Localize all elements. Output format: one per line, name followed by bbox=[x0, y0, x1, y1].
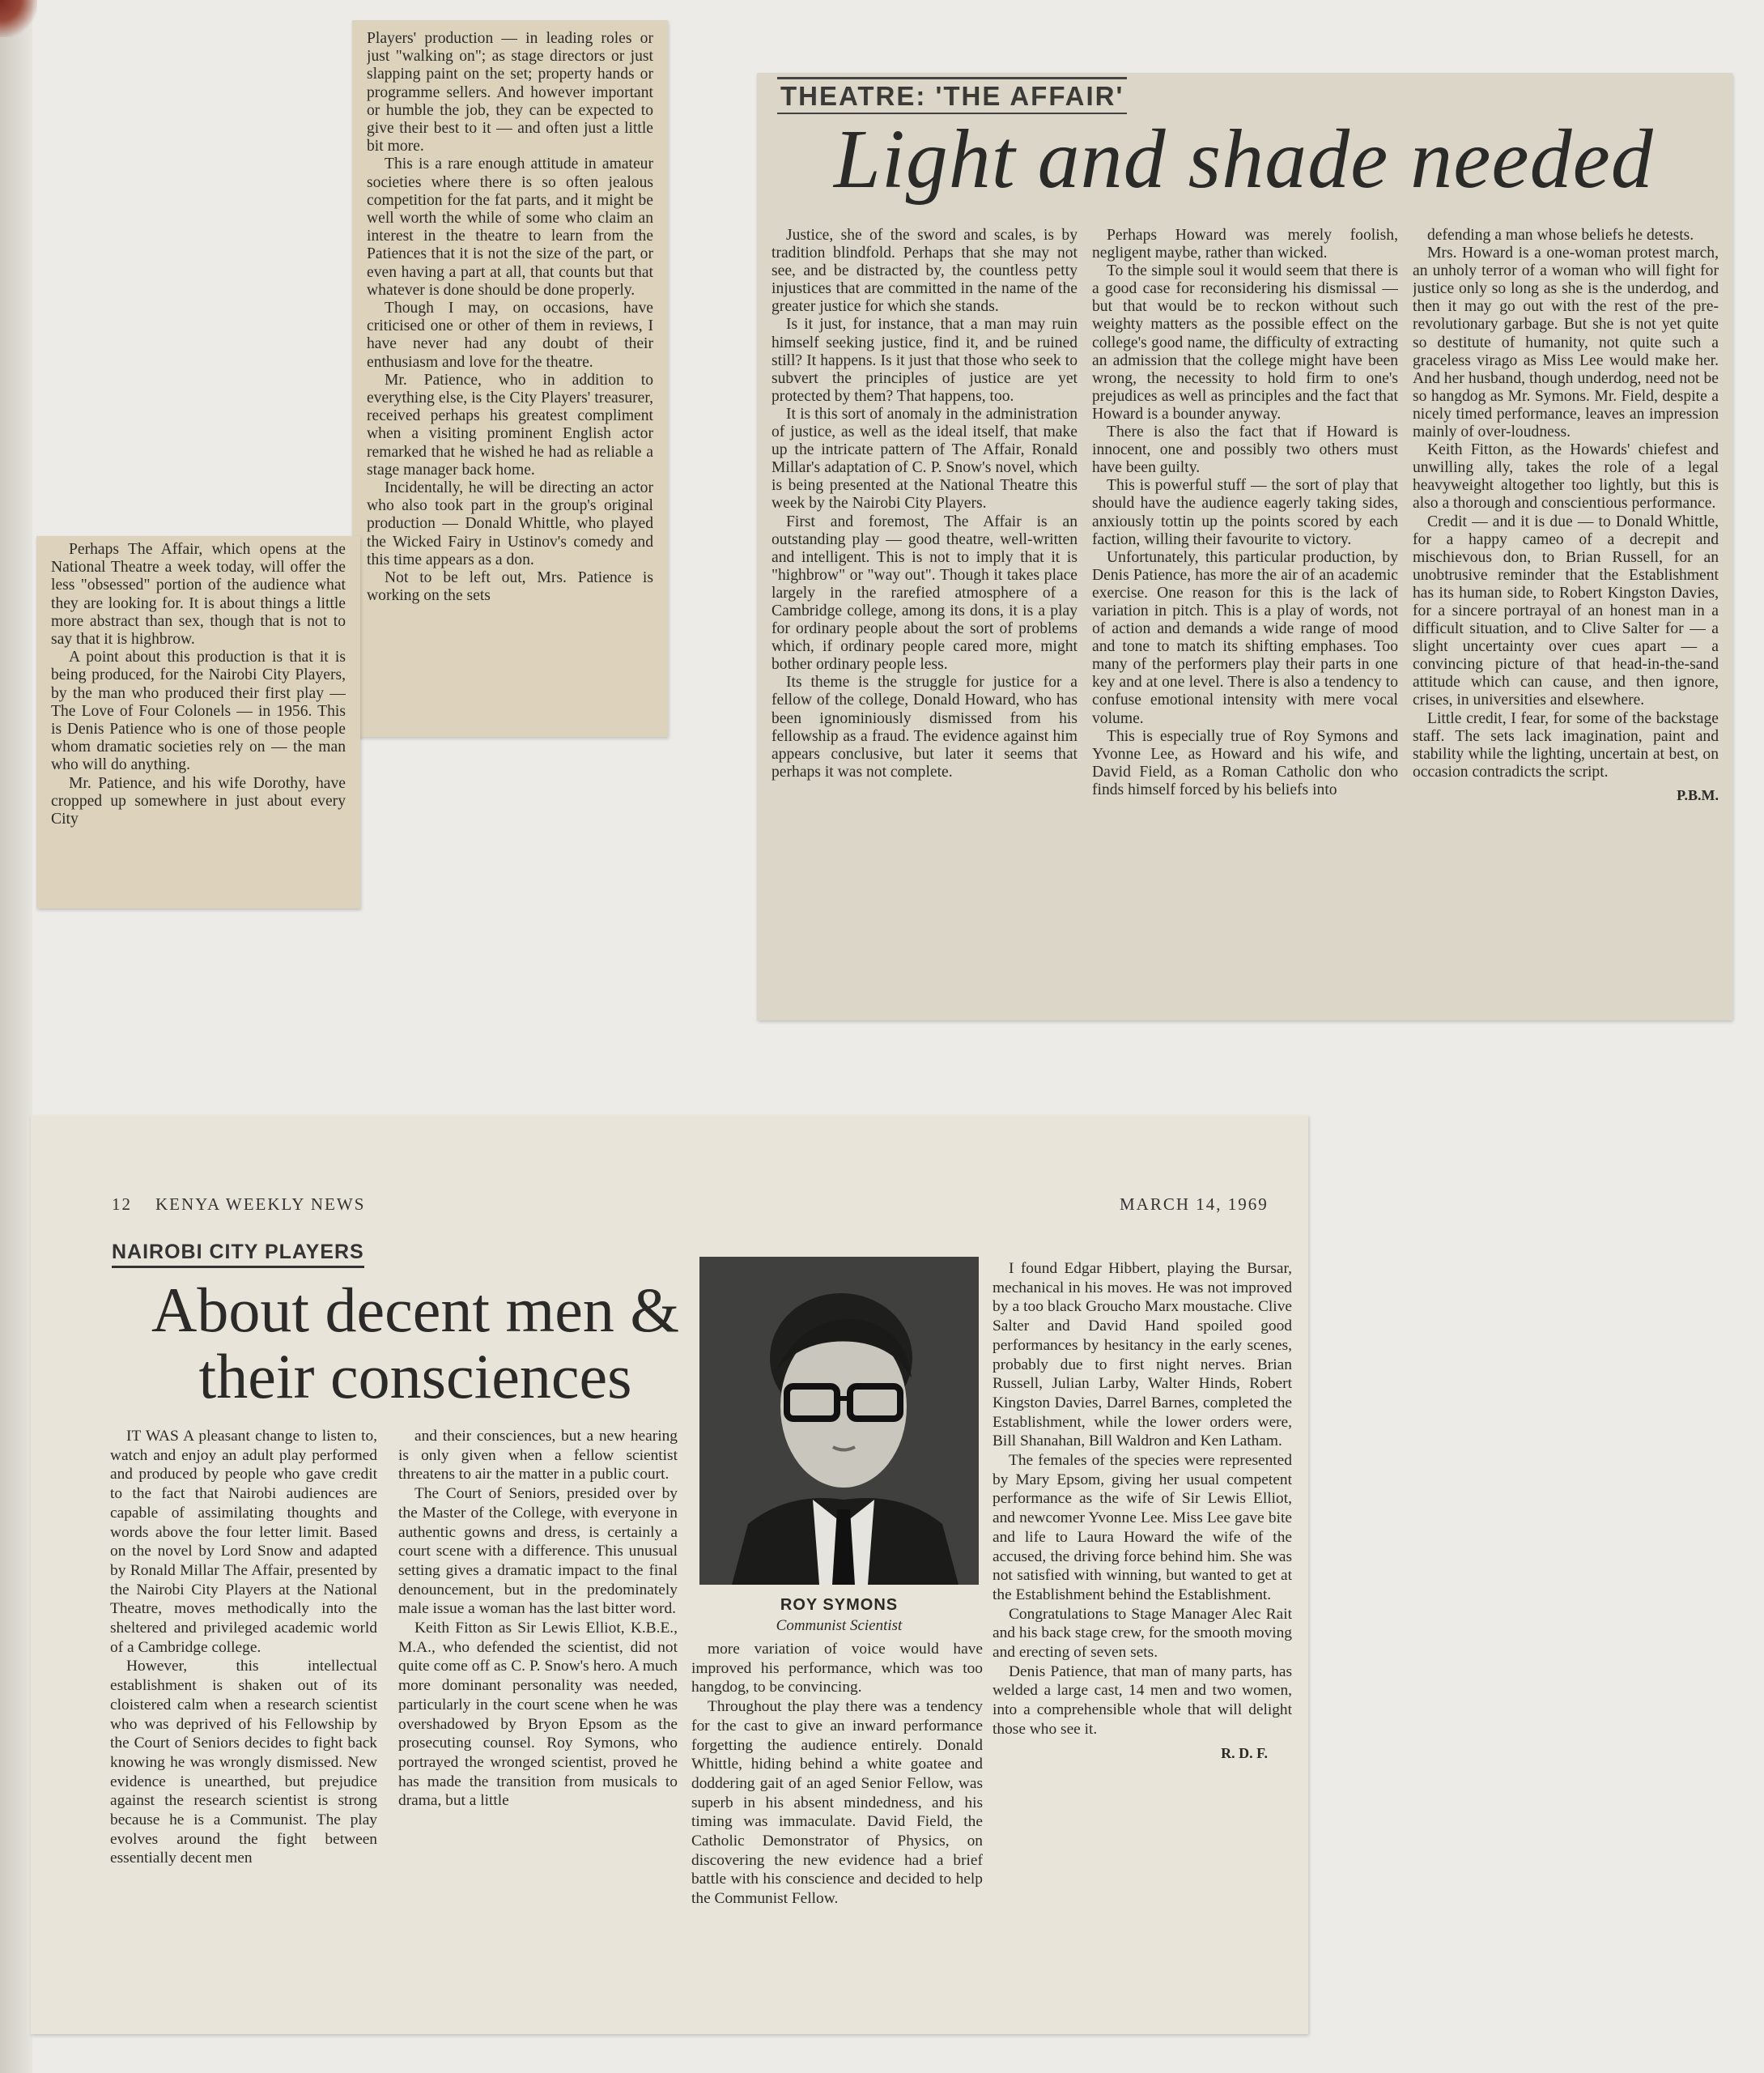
intro-paragraph: Mr. Patience, and his wife Dorothy, have cropped up somewhere in just about every City bbox=[51, 774, 346, 828]
continuation-paragraph: Not to be left out, Mrs. Patience is working on the sets bbox=[367, 569, 653, 605]
clipping-continuation bbox=[352, 20, 668, 737]
photo-caption-name: ROY SYMONS bbox=[780, 1596, 899, 1614]
review-paragraph: Its theme is the struggle for justice for a fellow of the college, Donald Howard, who has been ignominiously dismissed from his fellowship as a fraud. The evidence against him appears conclusive, but later it seems that perhaps it was not complete. bbox=[771, 674, 1078, 781]
section-label: NAIROBI CITY PLAYERS bbox=[112, 1241, 364, 1268]
review-column-3 bbox=[1413, 227, 1719, 1016]
clipping-theatre-review bbox=[757, 73, 1732, 1020]
portrait-figure bbox=[699, 1257, 979, 1585]
article-paragraph: However, this intellectual establishment is shaken out of its cloistered calm when a research scientist who was deprived of his Fellowship by the Court of Seniors decides to fight back knowing he was wrongly dismissed. New evidence is unearthed, but prejudice against the research scientist is strong because he is a Communist. The play evolves around the fight between essentially decent men bbox=[110, 1658, 377, 1867]
page-folio bbox=[112, 1194, 365, 1215]
article-headline: About decent men & their consciences bbox=[151, 1275, 679, 1411]
clipping-kenya-weekly-news bbox=[31, 1115, 1308, 2034]
article-paragraph: Keith Fitton as Sir Lewis Elliot, K.B.E., M.A., who defended the scientist, did not quite come off as C. P. Snow's hero. A much more dominant personality was needed, particularly in the court scene when he was overshadowed by Bryon Epsom as the prosecuting counsel. Roy Symons, who portrayed the wronged scientist, proved he has made the transition from musicals to drama, but a little bbox=[398, 1620, 678, 1810]
article-paragraph: and their consciences, but a new hearing is only given when a fellow scientist threatens to air the matter in a public court. bbox=[398, 1428, 678, 1483]
review-paragraph: To the simple soul it would seem that there is a good case for reconsidering his dismissal — but that would be to reckon without such weighty matters as the possible effect on the college's good name, the difficulty of extracting an admission that the college might have been wrong, the necessity to hold firm to one's prejudices as well as principles and the fact that Howard is a bounder anyway. bbox=[1092, 262, 1398, 423]
review-paragraph: defending a man whose beliefs he detests. bbox=[1427, 227, 1694, 244]
clipping-intro bbox=[36, 536, 360, 909]
continuation-paragraph: Incidentally, he will be directing an actor who also took part in the group's original production — Donald Whittle, who played the Wicked Fairy in Ustinov's comedy and this time appears as a don. bbox=[367, 479, 653, 568]
review-kicker: THEATRE: 'THE AFFAIR' bbox=[777, 77, 1127, 114]
review-paragraph: It is this sort of anomaly in the administration of justice, as well as the ideal itself, that make up the intricate pattern of The Affair, Ronald Millar's adaptation of C. P. Snow's novel, which is being presented at the National Theatre this week by the Nairobi City Players. bbox=[771, 405, 1078, 513]
intro-column bbox=[51, 541, 346, 905]
review-headline: Light and shade needed bbox=[834, 113, 1654, 206]
article-paragraph: more variation of voice would have improved his performance, which was too hangdog, to be convincing. bbox=[691, 1641, 983, 1696]
article-paragraph: I found Edgar Hibbert, playing the Bursar, mechanical in his moves. He was not improved by a too black Groucho Marx moustache. Clive Salter and David Hand spoiled good performances by hesitancy in the early scenes, probably due to first night nerves. Brian Russell, Julian Larby, Walter Hinds, Robert Kingston Davies, Darrel Barnes, completed the Establishment, while the lower orders were, Bill Shanahan, Bill Waldron and Ken Latham. bbox=[993, 1260, 1292, 1450]
continuation-column bbox=[367, 30, 653, 734]
article-column-2 bbox=[398, 1427, 678, 2026]
review-paragraph: There is also the fact that if Howard is innocent, one and possibly two others must have been guilty. bbox=[1092, 424, 1398, 477]
publication-name: KENYA WEEKLY NEWS bbox=[155, 1194, 366, 1214]
page-number: 12 bbox=[112, 1194, 132, 1214]
review-paragraph: Keith Fitton, as the Howards' chiefest and unwilling ally, takes the role of a legal heavyweight altogether too lightly, but this is also a thorough and conscientious performance. bbox=[1413, 441, 1719, 513]
review-paragraph: Little credit, I fear, for some of the backstage staff. The sets lack imagination, paint and stability while the lighting, uncertain at best, on occasion contradicts the script. bbox=[1413, 709, 1719, 781]
portrait-photo bbox=[699, 1257, 979, 1585]
article-paragraph: The Court of Seniors, presided over by the Master of the College, with everyone in authentic gowns and dress, is certainly a court scene with a difference. This unusual setting gives a dramatic impact to the final denouncement, but in the predominately male issue a woman has the last bitter word. bbox=[398, 1485, 678, 1618]
article-column-4 bbox=[993, 1259, 1292, 2024]
intro-paragraph: A point about this production is that it is being produced, for the Nairobi City Players, by the man who produced their first play — The Love of Four Colonels — in 1956. This is Denis Patience who is one of those people whom dramatic societies rely on — the man who will do anything. bbox=[51, 649, 346, 774]
review-paragraph: This is especially true of Roy Symons and Yvonne Lee, as Howard and his wife, and David Field, as a Roman Catholic don who finds himself forced by his beliefs into bbox=[1092, 727, 1398, 798]
article-signature: R. D. F. bbox=[1221, 1744, 1268, 1761]
intro-paragraph: Perhaps The Affair, which opens at the National Theatre a week today, will offer the less "obsessed" portion of the audience what they are looking for. It is about things a little more abstract than sex, though that is not to say that it is highbrow. bbox=[51, 541, 346, 649]
continuation-paragraph: Mr. Patience, who in addition to everything else, is the City Players' treasurer, received perhaps his greatest compliment when a visiting prominent English actor remarked that he wished he had as reliable a stage manager back home. bbox=[367, 371, 653, 479]
album-page-edge bbox=[0, 0, 32, 2073]
article-paragraph: Throughout the play there was a tendency for the cast to give an inward performance forgetting the audience entirely. Donald Whittle, hiding behind a white goatee and doddering gait of an aged Senior Fellow, was superb in his absent mindedness, and his timing was immaculate. David Field, the Catholic Demonstrator of Physics, on discovering the new evidence had a brief battle with his conscience and decided to help the Communist Fellow. bbox=[691, 1698, 983, 1908]
review-signature: P.B.M. bbox=[1677, 786, 1719, 803]
continuation-paragraph: Though I may, on occasions, have criticised one or other of them in reviews, I have never had any doubt of their enthusiasm and love for the theatre. bbox=[367, 300, 653, 371]
continuation-paragraph: This is a rare enough attitude in amateur societies where there is so often jealous competition for the fat parts, and it might be well worth the while of some who claim an interest in the theatre to learn from the Patiences that it is not the size of the part, or even having a part at all, that counts but that whatever is done should be done properly. bbox=[367, 155, 653, 299]
article-paragraph: IT WAS A pleasant change to listen to, watch and enjoy an adult play performed and produced by people who gave credit to the fact that Nairobi audiences are capable of assimilating thoughts and words above the four letter limit. Based on the novel by Lord Snow and adapted by Ronald Millar The Affair, presented by the Nairobi City Players at the National Theatre, moves methodically into the sheltered and privileged academic world of a Cambridge college. bbox=[110, 1428, 377, 1656]
review-paragraph: Credit — and it is due — to Donald Whittle, for a happy cameo of a decrepit and mischievous don, to Brian Russell, for an unobtrusive reminder that the Establishment has its human side, to Robert Kingston Davies, for a sincere portrayal of an honest man in a difficult situation, and to Clive Salter for — a slight uncertainty over cues apart — a convincing picture of that head-in-the-sand attitude which can cause, and then ignore, crises, in universities and elsewhere. bbox=[1413, 513, 1719, 709]
article-paragraph: Congratulations to Stage Manager Alec Rait and his back stage crew, for the smooth moving and erecting of seven sets. bbox=[993, 1605, 1292, 1662]
article-column-1 bbox=[110, 1427, 377, 2026]
album-corner bbox=[0, 0, 37, 37]
photo-caption-title: Communist Scientist bbox=[776, 1617, 903, 1634]
review-paragraph: First and foremost, The Affair is an outstanding play — good theatre, well-written and intelligent. This is not to imply that it is "highbrow" or "way out". Though it takes place largely in the rarefied atmosphere of a Cambridge college, among its dons, it is a play for ordinary people about the sort of problems which, if ordinary people cared more, might bother ordinary people less. bbox=[771, 513, 1078, 674]
review-column-2 bbox=[1092, 227, 1398, 1016]
review-paragraph: Perhaps Howard was merely foolish, negligent maybe, rather than wicked. bbox=[1092, 227, 1398, 262]
issue-date: MARCH 14, 1969 bbox=[1120, 1194, 1269, 1214]
article-paragraph: Denis Patience, that man of many parts, has welded a large cast, 14 men and two women, into a comprehensible whole that will delight those who see it. bbox=[993, 1662, 1292, 1738]
review-paragraph: This is powerful stuff — the sort of play that should have the audience eagerly taking sides, anxiously tottin up the points scored by each faction, willing their favourite to victory. bbox=[1092, 477, 1398, 548]
continuation-paragraph: Players' production — in leading roles or just "walking on"; as stage directors or just slapping paint on the set; property hands or programme sellers. And however important or humble the job, they can be expected to give their best to it — and often just a little bit more. bbox=[367, 30, 653, 155]
article-paragraph: The females of the species were represented by Mary Epsom, giving her usual competent performance as the wife of Sir Lewis Elliot, and newcomer Yvonne Lee. Miss Lee gave bite and life to Laura Howard the wife of the accused, the driving force behind him. She was not satisfied with winning, but wanted to get at the Establishment behind the Establishment. bbox=[993, 1452, 1292, 1603]
article-column-3 bbox=[691, 1640, 983, 2028]
review-paragraph: Is it just, for instance, that a man may ruin himself seeking justice, find it, and be ruined still? It happens. Is it just that those who seek to subvert the principles of justice are yet protected by them? That happens, too. bbox=[771, 316, 1078, 405]
review-column-1 bbox=[771, 227, 1078, 1016]
review-paragraph: Unfortunately, this particular production, by Denis Patience, has more the air of an academic exercise. One reason for this is the lack of variation in pitch. This is a play of words, not of action and demands a wide range of mood and tone to match its shifting emphases. Too many of the performers play their parts in one key and at one level. There is also a tendency to confuse emotional intensity with mere vocal volume. bbox=[1092, 548, 1398, 727]
review-paragraph: Mrs. Howard is a one-woman protest march, an unholy terror of a woman who will fight for justice only so long as she is the underdog, and then it may go out with the rest of the pre-revolutionary garbage. But she is not yet quite so destitute of humanity, not quite such a graceless virago as Miss Lee would make her. And her husband, though underdog, need not be so hangdog as Mr. Symons. Mr. Field, despite a nicely timed performance, leaves an impression mainly of over-loudness. bbox=[1413, 245, 1719, 441]
review-paragraph: Justice, she of the sword and scales, is by tradition blindfold. Perhaps that she may not see, and be distracted by, the countless petty injustices that are committed in the name of the greater justice for which she stands. bbox=[771, 227, 1078, 316]
